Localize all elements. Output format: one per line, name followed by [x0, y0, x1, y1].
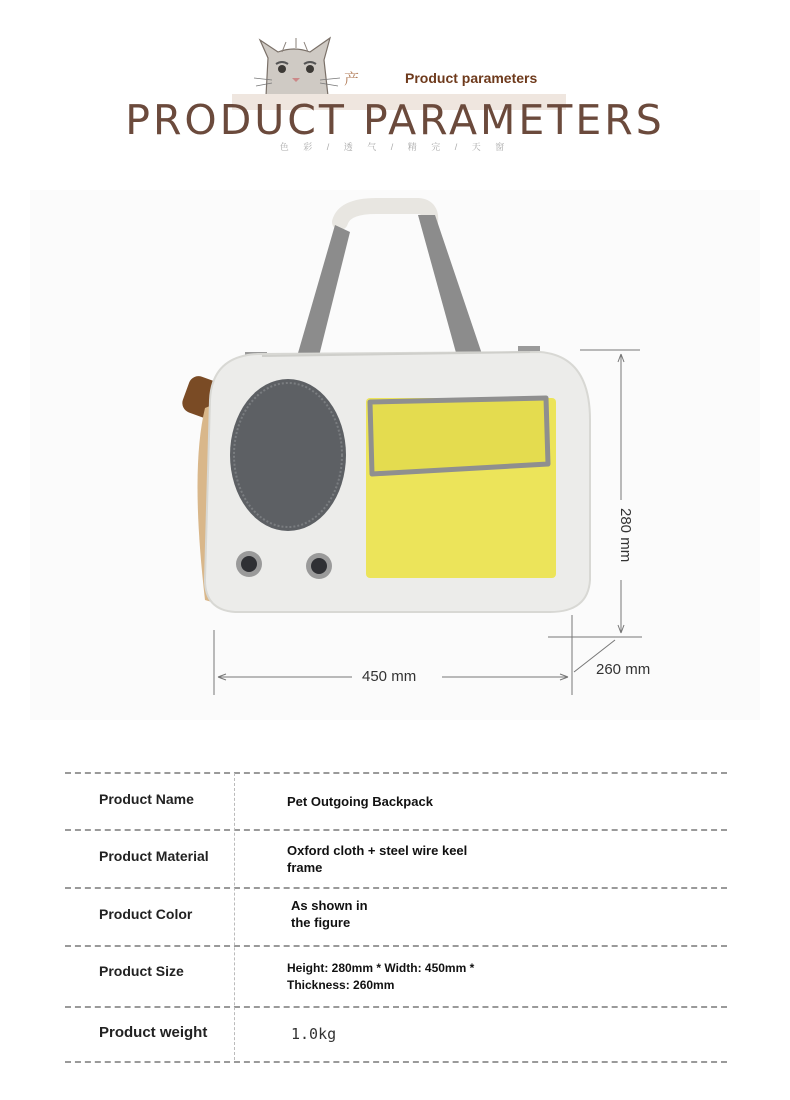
header-glyph: 产	[344, 70, 360, 88]
spec-label-color: Product Color	[99, 906, 193, 922]
table-divider	[65, 829, 727, 831]
spec-label-name: Product Name	[99, 791, 194, 807]
dimension-depth-label: 260 mm	[596, 661, 651, 678]
product-image-area	[30, 190, 760, 720]
header-subtitle: 色 彩 / 透 气 / 精 完 / 天 窗	[279, 142, 511, 152]
spec-value-color: As shown in the figure	[291, 898, 368, 930]
dimension-width-label: 450 mm	[362, 668, 417, 685]
page-title: PRODUCT PARAMETERS	[125, 96, 665, 144]
table-divider	[65, 945, 727, 947]
dimension-height-label: 280 mm	[617, 508, 634, 563]
table-column-divider	[234, 773, 235, 1060]
spec-value-name: Pet Outgoing Backpack	[287, 794, 433, 809]
table-divider	[65, 1061, 727, 1063]
table-divider	[65, 772, 727, 774]
cat-illustration	[252, 36, 342, 96]
header-small-title: Product parameters	[405, 70, 538, 86]
table-divider	[65, 887, 727, 889]
spec-label-weight: Product weight	[99, 1024, 208, 1041]
spec-label-size: Product Size	[99, 963, 184, 979]
spec-value-material: Oxford cloth + steel wire keel frame	[287, 843, 468, 875]
spec-value-size: Height: 280mm * Width: 450mm * Thickness: 260mm	[287, 961, 475, 992]
spec-value-weight: 1.0kg	[291, 1025, 337, 1043]
spec-label-material: Product Material	[99, 848, 209, 864]
table-divider	[65, 1006, 727, 1008]
